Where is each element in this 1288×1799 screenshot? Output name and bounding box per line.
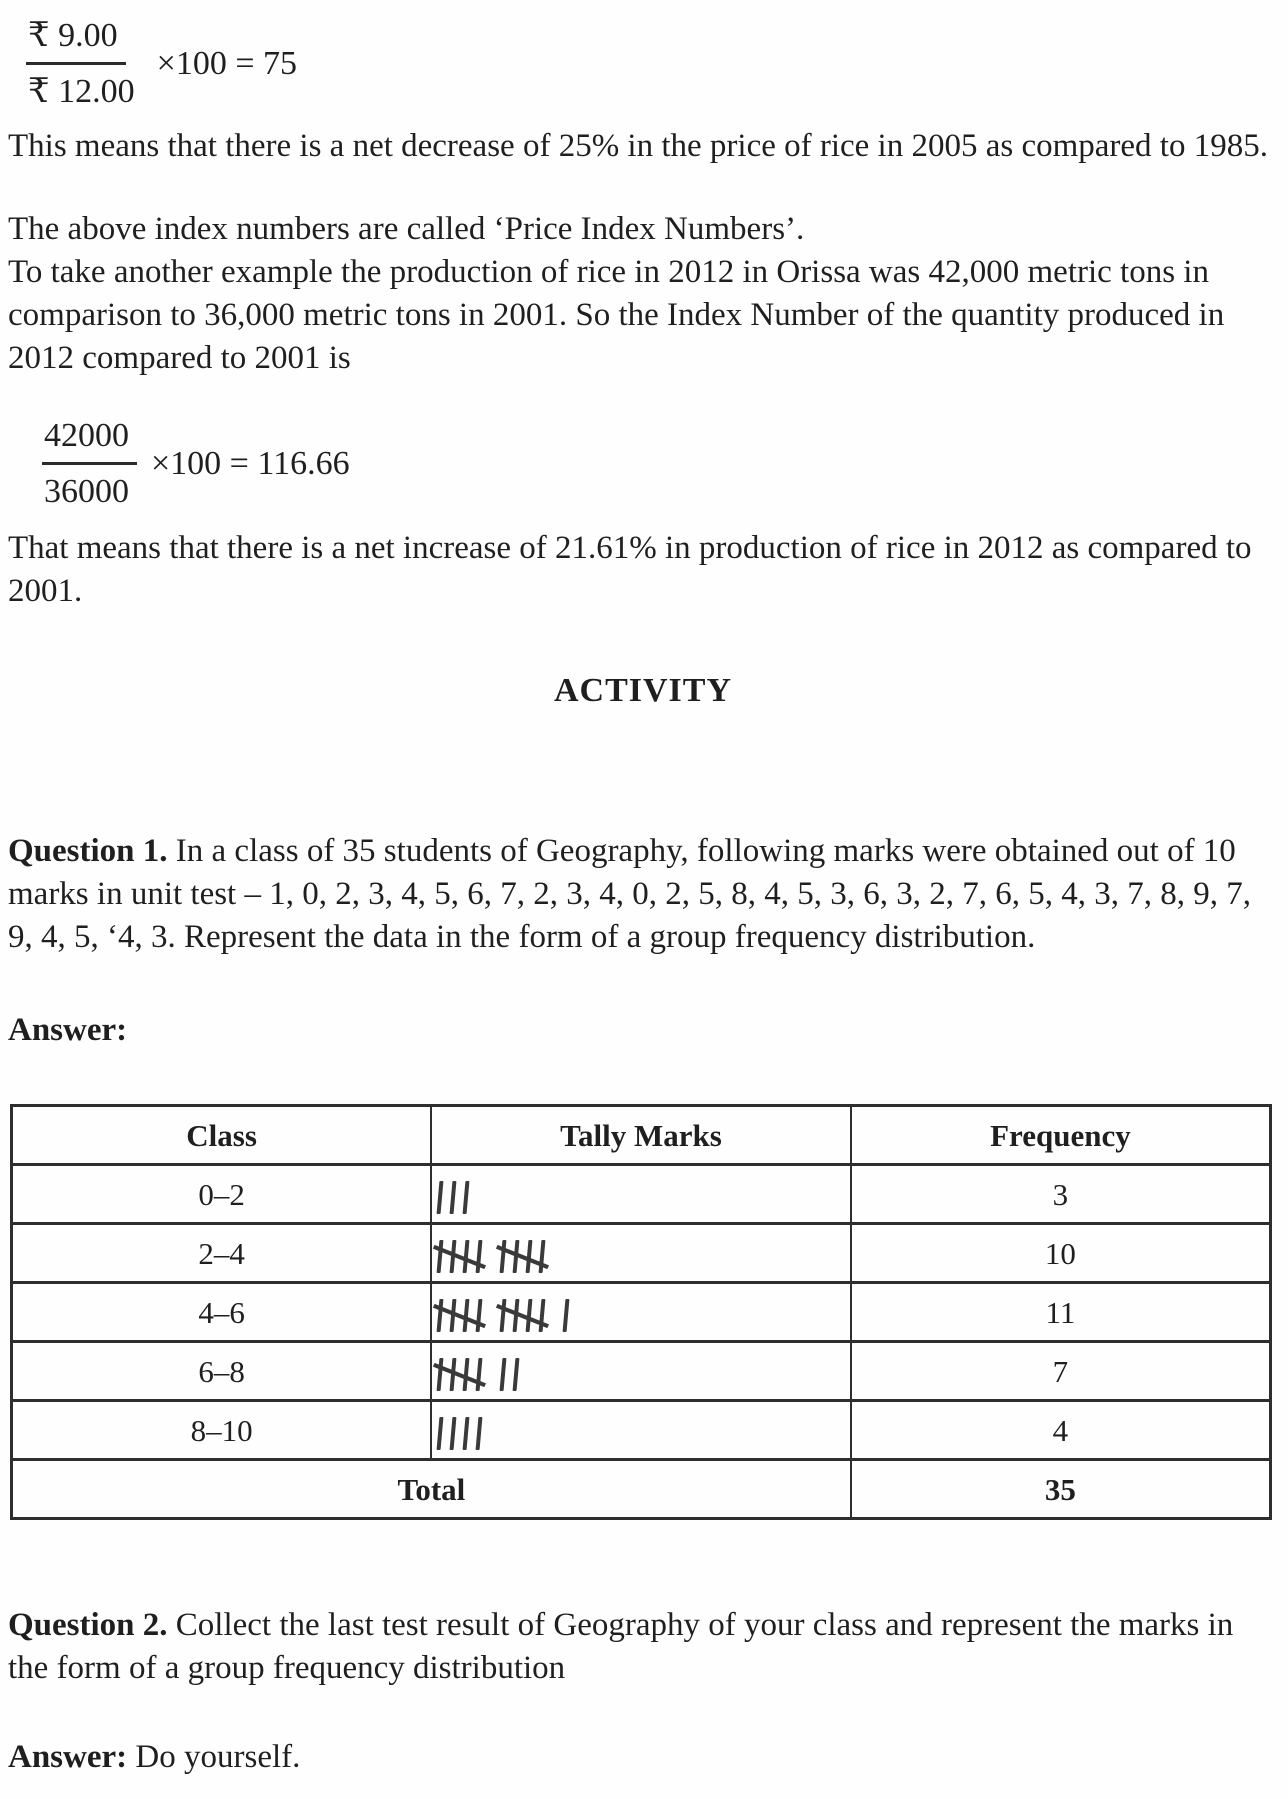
tally-bar: [437, 1417, 444, 1450]
table-row: [12, 1224, 1271, 1283]
frequency-table: [10, 1104, 1272, 1520]
tally-bar: [500, 1240, 507, 1273]
frequency-table-body: [12, 1165, 1271, 1519]
class-cell: 8–10: [12, 1401, 432, 1460]
tally-bar: [476, 1299, 483, 1332]
tally-bar: [563, 1299, 570, 1332]
tally-bar: [450, 1299, 457, 1332]
formula-result: ×100 = 116.66: [151, 445, 350, 482]
fraction-denominator: 36000: [44, 473, 129, 510]
tally-bar: [463, 1240, 470, 1273]
paragraph-line: The above index numbers are called ‘Price Index Numbers’.: [8, 211, 805, 247]
tally-bar: [437, 1299, 444, 1332]
header-frequency: Frequency: [851, 1106, 1271, 1165]
table-row: [12, 1342, 1271, 1401]
fraction: [42, 414, 137, 513]
tally-bar: [450, 1358, 457, 1391]
tally-bar: [450, 1181, 457, 1214]
price-index-formula: [26, 14, 1278, 113]
quantity-index-formula: [42, 414, 1278, 513]
tally-bar: [437, 1240, 444, 1273]
formula-result: ×100 = 75: [156, 45, 297, 82]
frequency-cell: 3: [851, 1165, 1271, 1224]
fraction-denominator: ₹ 12.00: [28, 73, 135, 110]
answer-2-label: Answer:: [8, 1739, 128, 1775]
question-1: [8, 830, 1278, 959]
paragraph-index-numbers: [8, 208, 1278, 380]
total-value-cell: 35: [851, 1460, 1271, 1519]
answer-label-text: Answer:: [8, 1012, 128, 1048]
tally-bar: [463, 1358, 470, 1391]
frequency-cell: 11: [851, 1283, 1271, 1342]
tally-bar: [437, 1358, 444, 1391]
tally-bar: [450, 1417, 457, 1450]
frequency-table-header: [12, 1106, 1271, 1165]
header-class: Class: [12, 1106, 432, 1165]
tally-marks-cell: [431, 1224, 851, 1283]
class-cell: 6–8: [12, 1342, 432, 1401]
question-2-text: Collect the last test result of Geography of your class and represent the marks in the form of a group frequency distribution: [8, 1607, 1234, 1686]
header-tally-marks: Tally Marks: [431, 1106, 851, 1165]
fraction-numerator: ₹ 9.00: [26, 14, 126, 65]
tally-five-icon: [500, 1240, 546, 1273]
tally-marks-cell: [431, 1401, 851, 1460]
total-label-cell: Total: [12, 1460, 851, 1519]
paragraph-production-increase: That means that there is a net increase of 21.61% in production of rice in 2012 as compared to 2001.: [8, 530, 1252, 609]
table-row: [12, 1283, 1271, 1342]
tally-ones-icon: [437, 1417, 483, 1450]
question-1-label: Question 1.: [8, 833, 168, 869]
answer-1-label: [8, 1009, 1278, 1052]
question-2-label: Question 2.: [8, 1607, 168, 1643]
class-cell: 2–4: [12, 1224, 432, 1283]
tally-ones-icon: [500, 1358, 520, 1391]
tally-five-icon: [437, 1358, 483, 1391]
answer-2: [8, 1736, 1278, 1779]
tally-marks-cell: [431, 1283, 851, 1342]
answer-2-text: Do yourself.: [135, 1739, 301, 1775]
question-2: [8, 1604, 1278, 1690]
activity-heading: ACTIVITY: [553, 672, 733, 709]
tally-bar: [513, 1299, 520, 1332]
paragraph-price-decrease: This means that there is a net decrease of 25% in the price of rice in 2005 as compared to 1985.: [8, 128, 1268, 164]
tally-five-icon: [437, 1299, 483, 1332]
tally-bar: [437, 1181, 444, 1214]
tally-five-icon: [500, 1299, 546, 1332]
table-row: [12, 1165, 1271, 1224]
tally-bar: [463, 1299, 470, 1332]
tally-bar: [500, 1358, 507, 1391]
tally-bar: [476, 1358, 483, 1391]
fraction-numerator: 42000: [42, 414, 137, 465]
tally-bar: [526, 1240, 533, 1273]
fraction: [26, 14, 143, 113]
class-cell: 4–6: [12, 1283, 432, 1342]
tally-bar: [526, 1299, 533, 1332]
frequency-cell: 4: [851, 1401, 1271, 1460]
tally-bar: [476, 1240, 483, 1273]
frequency-cell: 10: [851, 1224, 1271, 1283]
tally-bar: [539, 1240, 546, 1273]
tally-ones-icon: [563, 1299, 570, 1332]
tally-bar: [513, 1240, 520, 1273]
tally-bar: [539, 1299, 546, 1332]
tally-marks-cell: [431, 1342, 851, 1401]
tally-marks-cell: [431, 1165, 851, 1224]
table-row: [12, 1401, 1271, 1460]
frequency-cell: 7: [851, 1342, 1271, 1401]
tally-bar: [500, 1299, 507, 1332]
class-cell: 0–2: [12, 1165, 432, 1224]
header-row: [12, 1106, 1271, 1165]
tally-bar: [463, 1181, 470, 1214]
tally-bar: [450, 1240, 457, 1273]
total-row: [12, 1460, 1271, 1519]
question-1-text: In a class of 35 students of Geography, following marks were obtained out of 10 marks in unit test – 1, 0, 2, 3, 4, 5, 6, 7, 2, 3, 4, 0, 2, 5, 8, 4, 5, 3, 6, 3, 2, 7, 6, 5, 4, 3, 7, 8, 9, 7, 9, 4, 5, ‘4, 3. Represent the data in the form of a group frequency distribution.: [8, 833, 1251, 955]
tally-bar: [476, 1417, 483, 1450]
tally-five-icon: [437, 1240, 483, 1273]
tally-bar: [513, 1358, 520, 1391]
paragraph-text: To take another example the production of rice in 2012 in Orissa was 42,000 metric tons in comparison to 36,000 metric tons in 2001. So the Index Number of the quantity produced in 2012 compared to 2001 is: [8, 254, 1225, 376]
tally-bar: [463, 1417, 470, 1450]
tally-ones-icon: [437, 1181, 470, 1214]
